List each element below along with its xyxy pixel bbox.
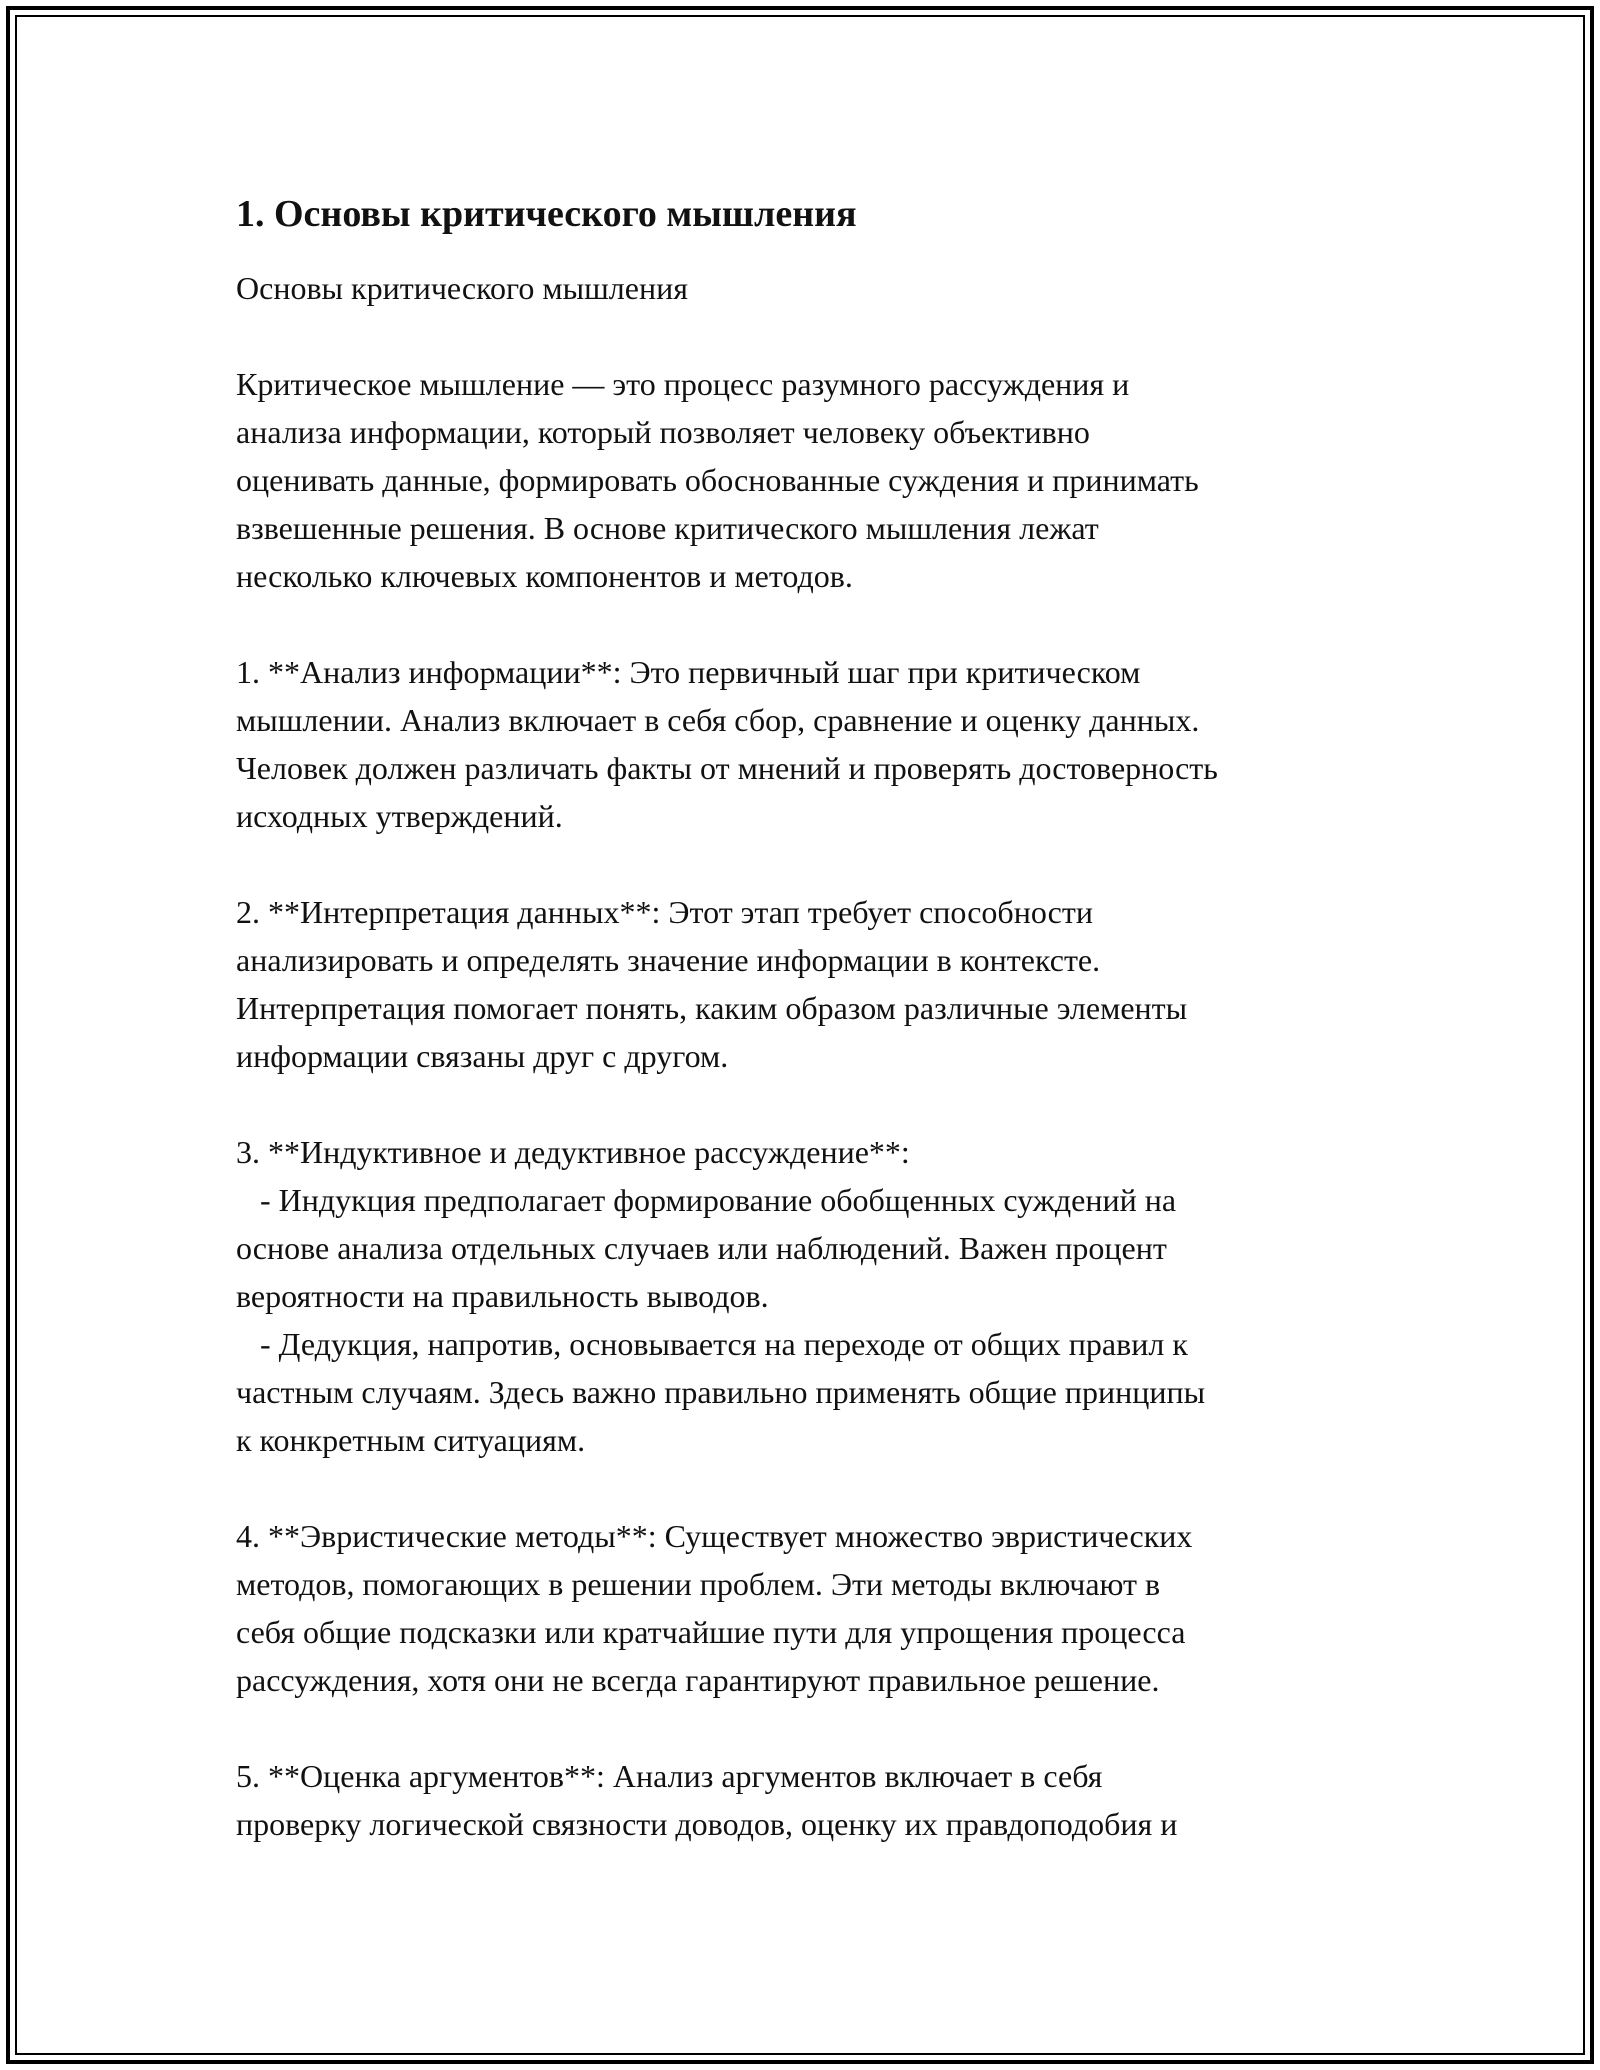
- document-title: 1. Основы критического мышления: [236, 193, 857, 235]
- paragraph-arguments: 5. **Оценка аргументов**: Анализ аргументов включает в себя проверку логической связности доводов, оценку их правдоподобия и: [236, 1758, 1178, 1842]
- document-subtitle: Основы критического мышления: [236, 270, 688, 306]
- paragraph-intro: Критическое мышление — это процесс разумного рассуждения и анализа информации, который позволяет человеку объективно оценивать данные, формировать обоснованные суждения и принимать взвешенные решения. В основе критического мышления лежат несколько ключевых компонентов и методов.: [236, 366, 1199, 594]
- paragraph-heuristics: 4. **Эвристические методы**: Существует множество эвристических методов, помогающих в решении проблем. Эти методы включают в себя общие подсказки или кратчайшие пути для упрощения процесса рассуждения, хотя они не всегда гарантируют правильное решение.: [236, 1518, 1193, 1698]
- paragraph-analysis: 1. **Анализ информации**: Это первичный шаг при критическом мышлении. Анализ включает в себя сбор, сравнение и оценку данных. Человек должен различать факты от мнений и проверять достоверность исходных утверждений.: [236, 654, 1218, 834]
- paragraph-reasoning: 3. **Индуктивное и дедуктивное рассуждение**: - Индукция предполагает формирование обобщенных суждений на основе анализа отдельных случаев или наблюдений. Важен процент вероятности на правильность выводов. - Дедукция, напротив, основывается на переходе от общих правил к частным случаям. Здесь важно правильно применять общие принципы к конкретным ситуациям.: [236, 1134, 1206, 1458]
- document-body: [236, 190, 1366, 1848]
- paragraph-interpretation: 2. **Интерпретация данных**: Этот этап требует способности анализировать и определять значение информации в контексте. Интерпретация помогает понять, каким образом различные элементы информации связаны друг с другом.: [236, 894, 1188, 1074]
